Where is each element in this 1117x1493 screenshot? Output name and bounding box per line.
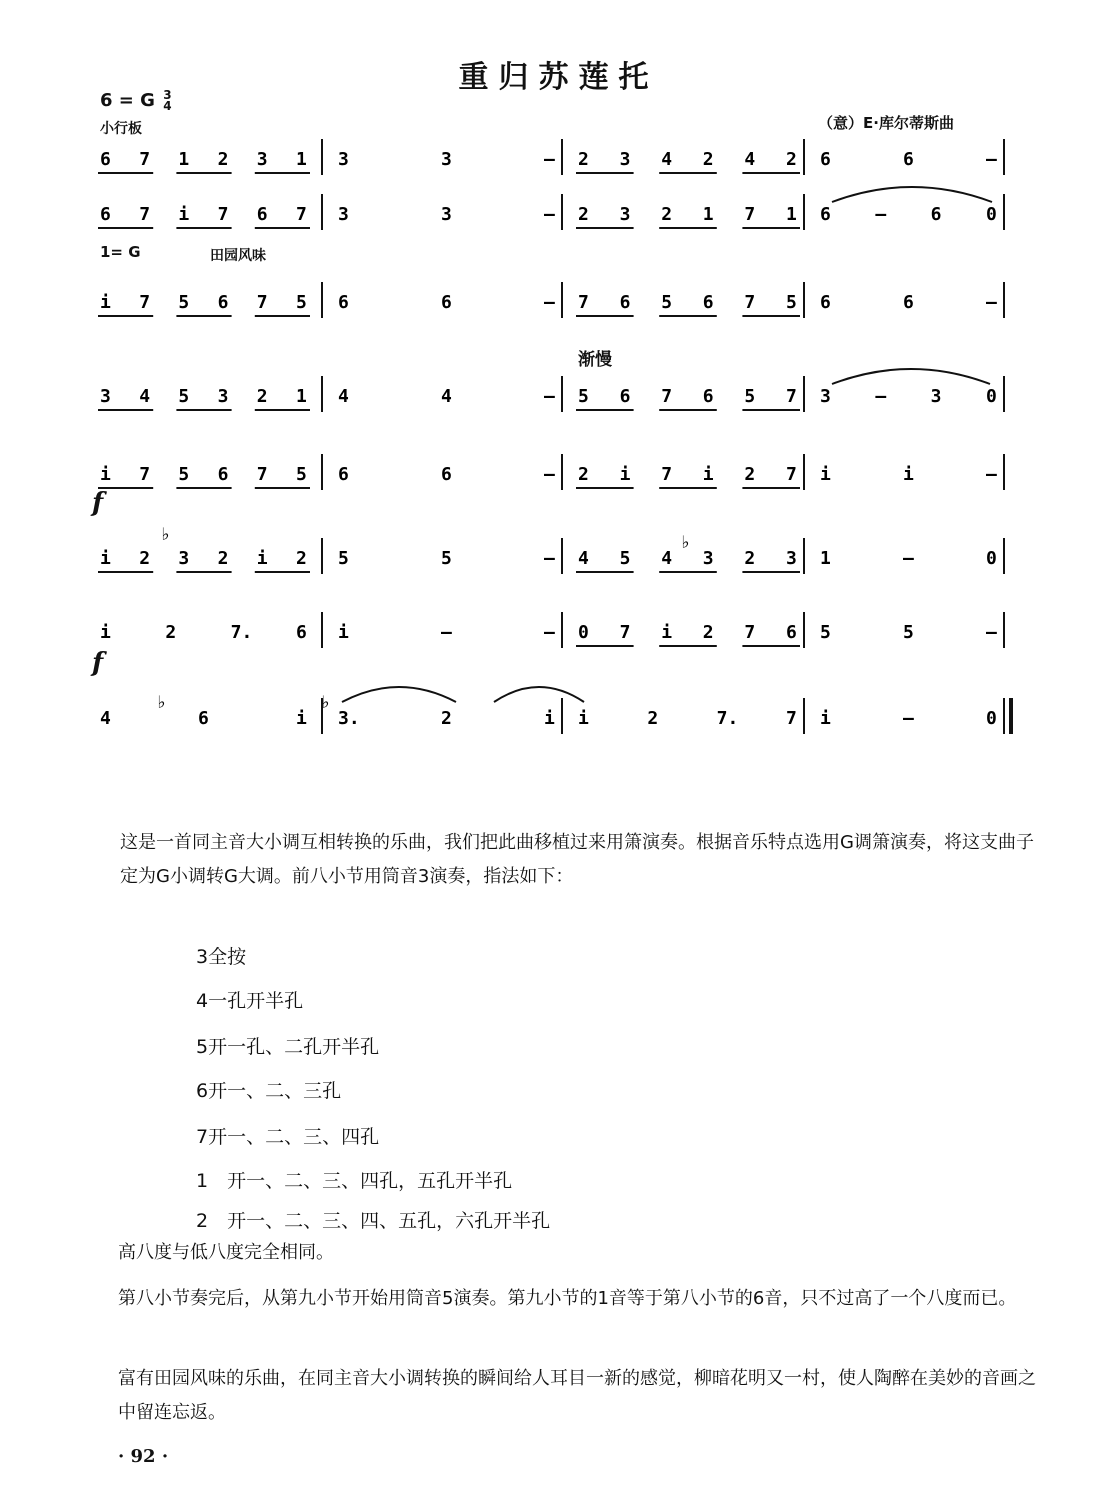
flat-sign: ♭ — [160, 524, 171, 545]
score-note: 7 — [786, 708, 797, 729]
score-note: 5 — [903, 622, 914, 643]
score-note: 5 — [619, 548, 631, 569]
score-note: 3 — [619, 204, 631, 225]
score-note: 5 — [578, 386, 589, 407]
score-note: 3 — [100, 386, 111, 407]
slur — [342, 687, 456, 702]
score-note: — — [544, 464, 555, 485]
fingering-item: 6开一、二、三孔 — [196, 1080, 342, 1102]
slur — [494, 687, 584, 702]
fingering-item: 7开一、二、三、四孔 — [196, 1126, 380, 1148]
score-note: 7 — [661, 464, 673, 485]
score-note: 4 — [661, 548, 673, 569]
composer-credit: （意）E·库尔蒂斯曲 — [818, 114, 954, 132]
score-note: 2 — [578, 204, 589, 225]
score-note: i — [256, 548, 268, 569]
score-note: 7 — [619, 622, 631, 643]
score-note: 3 — [820, 386, 831, 407]
fingering-item: 4一孔开半孔 — [196, 990, 304, 1012]
score-note: i — [820, 464, 831, 485]
score-note: 4 — [338, 386, 349, 407]
score-note: 7 — [296, 204, 307, 225]
score-note: 6 — [100, 204, 111, 225]
score-note: 6 — [619, 386, 631, 407]
score-note: 6 — [338, 464, 349, 485]
score-note: 3 — [178, 548, 190, 569]
score-note: 6 — [619, 292, 631, 313]
score-note: i — [100, 292, 111, 313]
tempo-marking: 小行板 — [100, 121, 142, 137]
flat-sign: ♭ — [320, 692, 331, 713]
score-note: — — [544, 292, 555, 313]
score-note: 7 — [786, 464, 797, 485]
score-note: i — [903, 464, 914, 485]
score-note: 2 — [139, 548, 151, 569]
key-signature-text: 6 = G — [100, 90, 155, 111]
score-note: — — [903, 708, 914, 729]
score-note: 6 — [441, 464, 452, 485]
score-note: i — [619, 464, 631, 485]
score-note: 6 — [338, 292, 349, 313]
score-note: 0 — [986, 386, 997, 407]
fingering-item: 3全按 — [196, 946, 247, 968]
score-note: 2 — [702, 622, 714, 643]
score-note: 7 — [217, 204, 229, 225]
score-note: 6 — [820, 292, 831, 313]
score-note: — — [875, 204, 887, 225]
ritardando-marking: 渐慢 — [578, 350, 612, 370]
score-note: — — [544, 548, 555, 569]
score-note: 7 — [744, 622, 756, 643]
score-note: 7 — [256, 292, 268, 313]
score-note: 2 — [217, 149, 229, 170]
score-note: 0 — [578, 622, 589, 643]
score-note: 6 — [930, 204, 942, 225]
fingering-item: 1 开一、二、三、四孔，五孔开半孔 — [196, 1170, 513, 1192]
score-note: 4 — [661, 149, 673, 170]
score-note: i — [338, 622, 349, 643]
octave-note: 高八度与低八度完全相同。 — [118, 1242, 334, 1263]
score-note: — — [544, 386, 555, 407]
score-note: 2 — [744, 548, 756, 569]
slur — [832, 187, 992, 202]
score-note: 2 — [647, 708, 659, 729]
score-note: 3 — [441, 149, 452, 170]
score-note: 2 — [786, 149, 797, 170]
score-note: i — [100, 548, 111, 569]
intro-paragraph: 这是一首同主音大小调互相转换的乐曲，我们把此曲移植过来用箫演奏。根据音乐特点选用G调箫演奏，将这支曲子定为G小调转G大调。前八小节用筒音3演奏，指法如下： — [120, 832, 1034, 887]
score-note: 7 — [256, 464, 268, 485]
score-note: 2 — [256, 386, 268, 407]
score-note: 6 — [903, 149, 914, 170]
score-note: 1 — [178, 149, 190, 170]
score-note: 6 — [786, 622, 797, 643]
score-note: 7 — [744, 204, 756, 225]
page-title: 重归苏莲托 — [458, 60, 659, 95]
score-note: 4 — [139, 386, 151, 407]
score-note: 1 — [786, 204, 797, 225]
page-number: · 92 · — [118, 1446, 169, 1467]
score-note: 1 — [296, 149, 307, 170]
score-note: 7 — [139, 149, 151, 170]
score-note: 3 — [256, 149, 268, 170]
score-note: i — [578, 708, 589, 729]
score-note: 3. — [338, 708, 360, 729]
score-note: i — [702, 464, 714, 485]
score-note: 5 — [441, 548, 452, 569]
score-note: 2 — [702, 149, 714, 170]
score-note: 7 — [139, 292, 151, 313]
score-note: 7. — [230, 622, 253, 643]
fingering-item: 5开一孔、二孔开半孔 — [196, 1036, 380, 1058]
score-note: 5 — [744, 386, 756, 407]
time-signature-bottom: 4 — [163, 99, 172, 113]
score-note: i — [820, 708, 831, 729]
score-note: 3 — [338, 204, 349, 225]
score-note: i — [661, 622, 673, 643]
score-note: 3 — [338, 149, 349, 170]
score-note: 4 — [100, 708, 111, 729]
score-note: — — [903, 548, 914, 569]
score-note: 4 — [441, 386, 452, 407]
score-note: 6 — [820, 204, 831, 225]
slur — [832, 369, 990, 384]
score-note: i — [296, 708, 307, 729]
score-note: 2 — [441, 708, 452, 729]
score-note: 3 — [619, 149, 631, 170]
score-note: 3 — [217, 386, 229, 407]
score-note: 3 — [702, 548, 714, 569]
score-note: 6 — [296, 622, 307, 643]
dynamic-forte-1: f — [92, 488, 104, 518]
score-note: 4 — [744, 149, 756, 170]
time-signature-top: 3 — [163, 88, 172, 102]
score-note: 5 — [786, 292, 797, 313]
score-note: — — [441, 622, 452, 643]
score-note: 6 — [100, 149, 111, 170]
score-note: 2 — [578, 464, 589, 485]
flat-sign: ♭ — [680, 532, 691, 553]
score-note: 7 — [578, 292, 589, 313]
style-marking: 田园风味 — [210, 248, 266, 264]
score-note: i — [544, 708, 555, 729]
score-note: 6 — [217, 464, 229, 485]
score-note: 7 — [139, 464, 151, 485]
score-note: 0 — [986, 548, 997, 569]
score-note: 5 — [178, 464, 190, 485]
score-note: 6 — [702, 386, 714, 407]
score-note: 2 — [296, 548, 307, 569]
score-note: 1 — [820, 548, 831, 569]
score-note: 3 — [786, 548, 797, 569]
score-note: 6 — [903, 292, 914, 313]
score-note: i — [100, 622, 111, 643]
score-note: 5 — [296, 464, 307, 485]
score-note: 7 — [139, 204, 151, 225]
score-note: 7 — [744, 292, 756, 313]
score-note: 3 — [441, 204, 452, 225]
score-note: 2 — [165, 622, 177, 643]
score-note: 7 — [661, 386, 673, 407]
score-note: 2 — [661, 204, 673, 225]
score-note: 5 — [296, 292, 307, 313]
closing-paragraph: 富有田园风味的乐曲，在同主音大小调转换的瞬间给人耳目一新的感觉，柳暗花明又一村，使人陶醉在美妙的音画之中留连忘返。 — [118, 1368, 1036, 1423]
score-note: i — [100, 464, 111, 485]
score-note: — — [544, 149, 555, 170]
score-note: 5 — [178, 386, 190, 407]
score-note: — — [986, 292, 997, 313]
score-note: 0 — [986, 708, 997, 729]
flat-sign: ♭ — [156, 692, 167, 713]
score-note: 5 — [661, 292, 673, 313]
dynamic-forte-2: f — [92, 648, 104, 678]
score-note: 7. — [716, 708, 739, 729]
score-note: 2 — [744, 464, 756, 485]
score-note: 3 — [930, 386, 942, 407]
score-note: — — [875, 386, 887, 407]
score-note: 6 — [702, 292, 714, 313]
score-note: 2 — [217, 548, 229, 569]
score-note: — — [544, 204, 555, 225]
score-note: 5 — [338, 548, 349, 569]
fingering-item: 2 开一、二、三、四、五孔，六孔开半孔 — [196, 1210, 551, 1232]
score-note: 6 — [441, 292, 452, 313]
score-note: — — [986, 622, 997, 643]
score-note: 1 — [702, 204, 714, 225]
score-note: 6 — [198, 708, 209, 729]
score-note: 7 — [786, 386, 797, 407]
score-note: — — [544, 622, 555, 643]
score-note: 5 — [820, 622, 831, 643]
second-paragraph: 第八小节奏完后，从第九小节开始用筒音5演奏。第九小节的1音等于第八小节的6音，只不过高了一个八度而已。 — [118, 1288, 1017, 1309]
score-note: — — [986, 464, 997, 485]
score-note: 6 — [820, 149, 831, 170]
score-note: 2 — [578, 149, 589, 170]
score-note: 6 — [256, 204, 268, 225]
score-note: 0 — [986, 204, 997, 225]
score-note: 1 — [296, 386, 307, 407]
score-note: — — [986, 149, 997, 170]
score-note: i — [178, 204, 190, 225]
score-note: 5 — [178, 292, 190, 313]
score-note: 6 — [217, 292, 229, 313]
key-change-marking: 1= G — [100, 243, 141, 261]
score-note: 4 — [578, 548, 589, 569]
